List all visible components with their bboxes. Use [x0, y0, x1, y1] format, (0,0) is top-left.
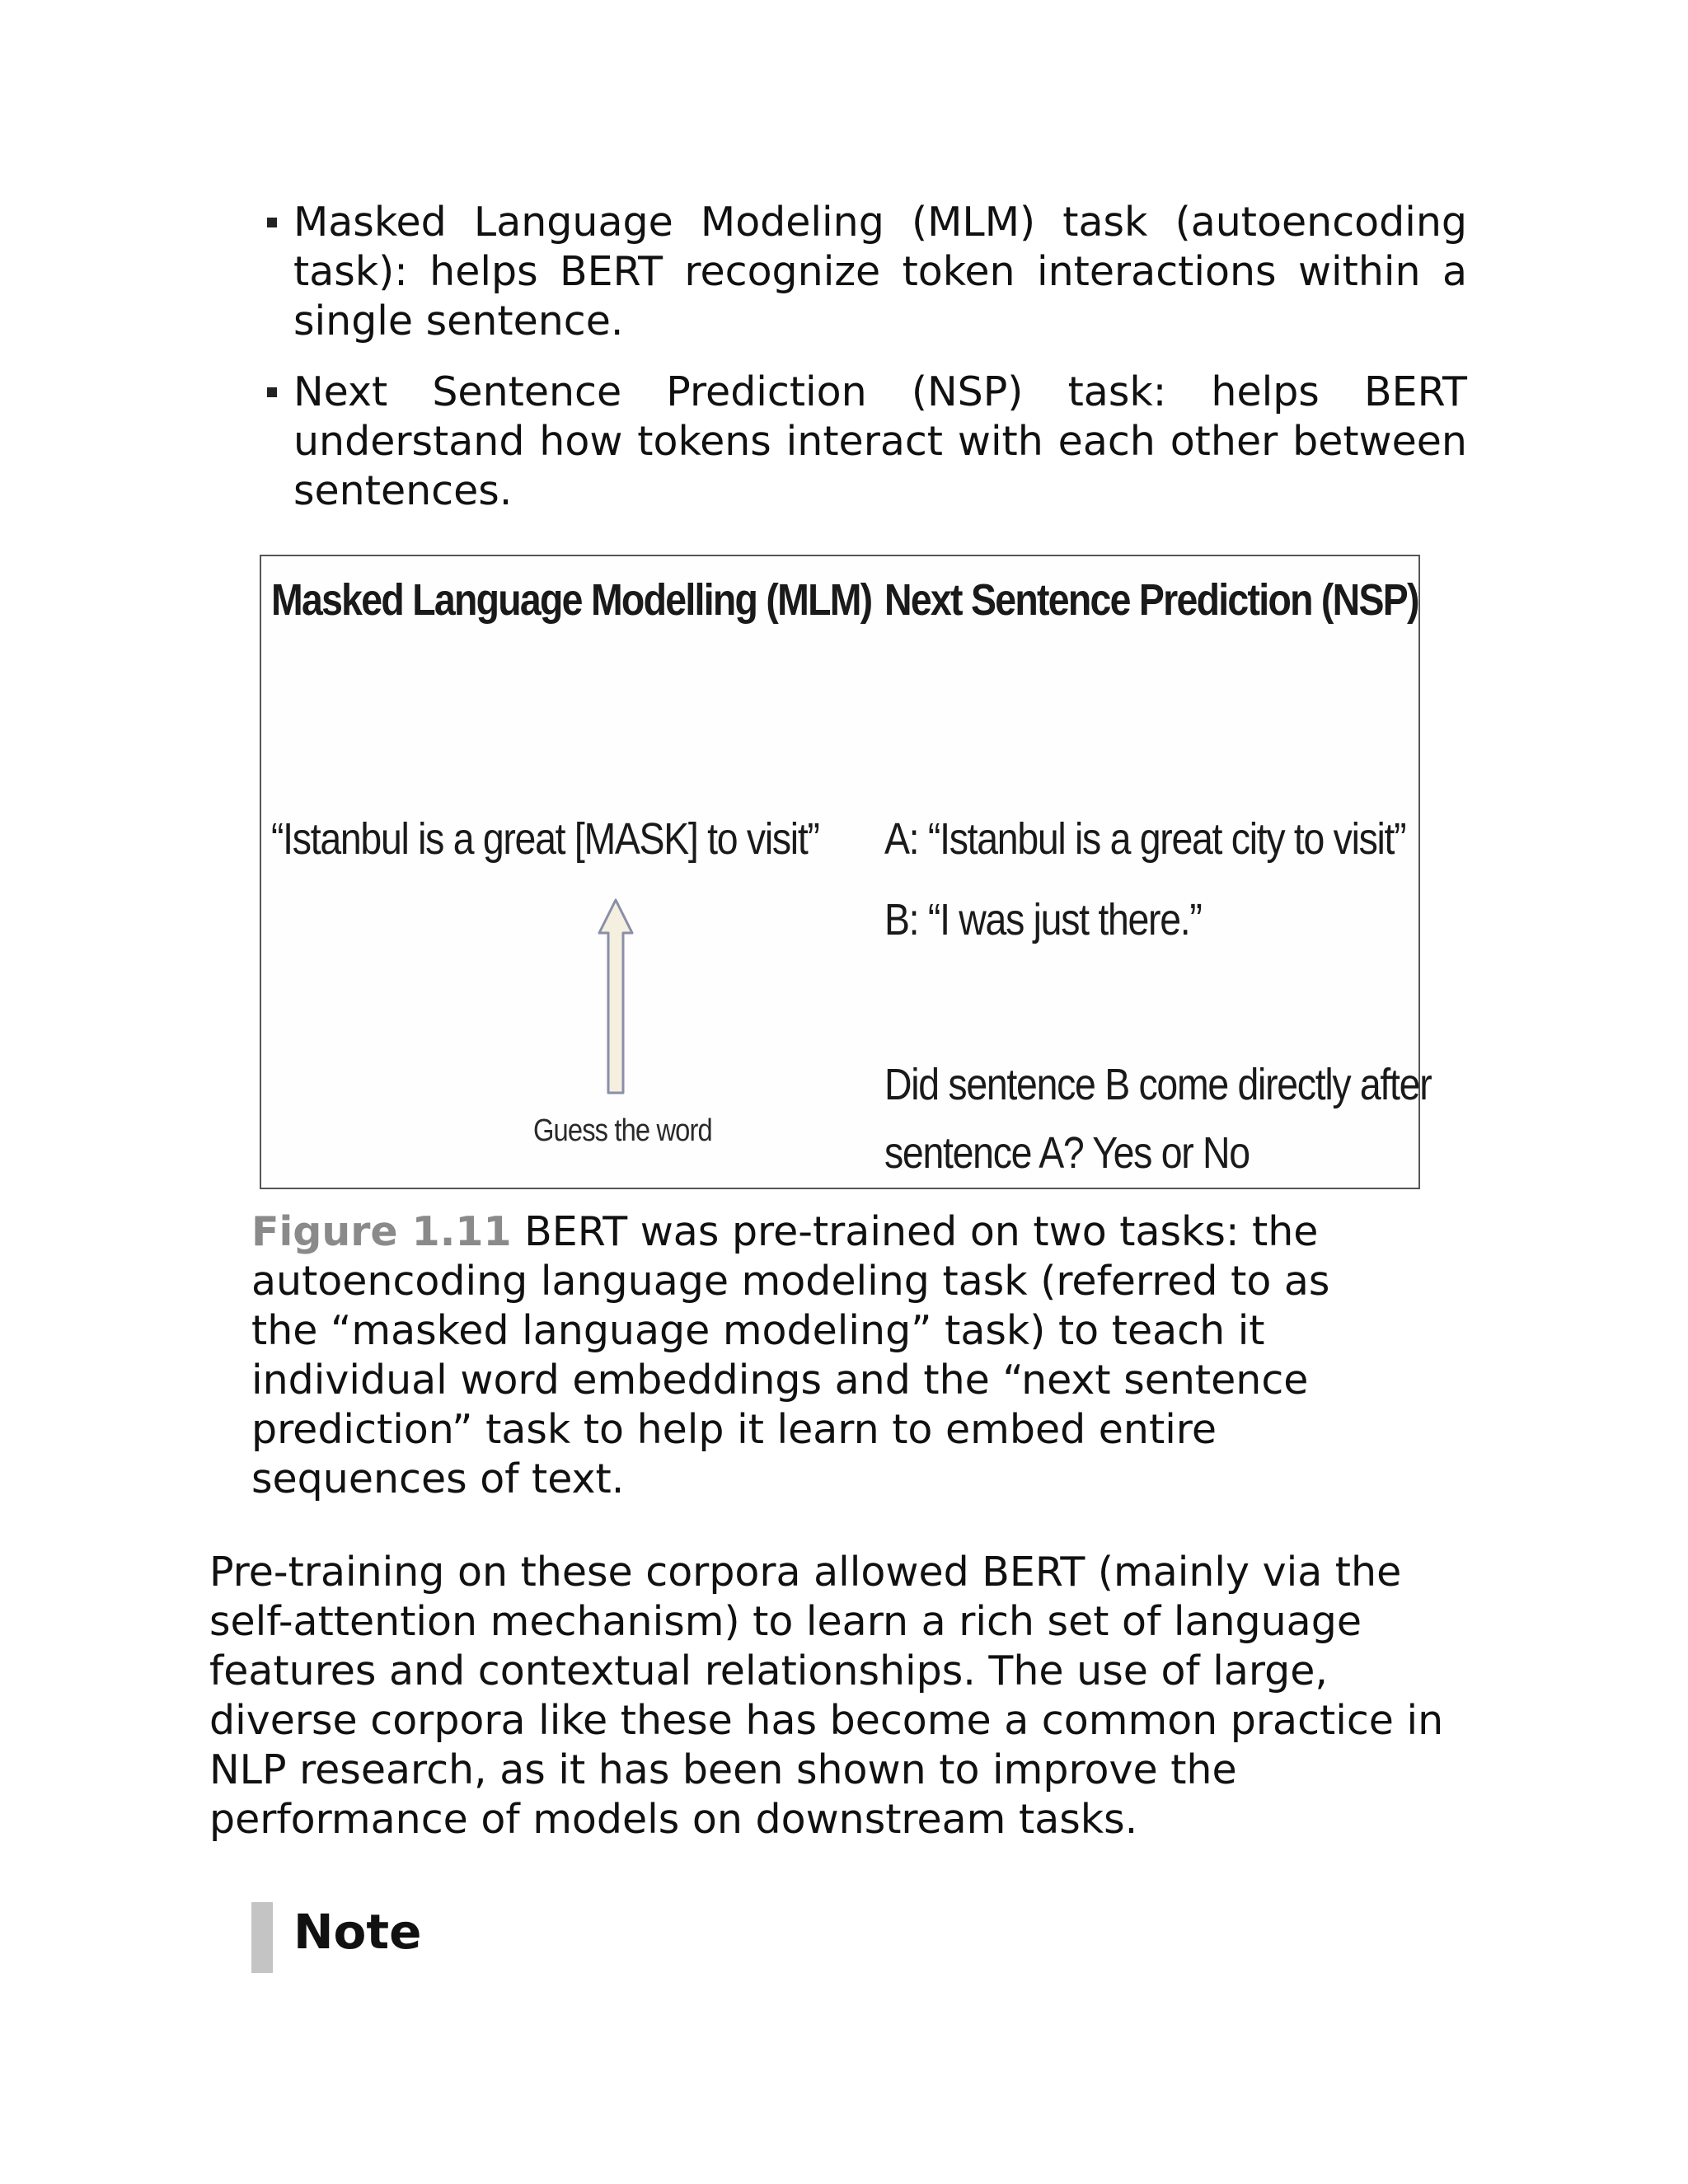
figure-caption	[251, 1207, 1405, 1504]
guess-the-word-label: Guess the word	[533, 1113, 712, 1148]
square-bullet-icon	[267, 218, 277, 227]
bullet-text-nsp: Next Sentence Prediction (NSP) task: helps BERT understand how tokens interact with each other between sentences.	[293, 368, 1467, 514]
caption-text: BERT was pre-trained on two tasks: the autoencoding language modeling task (referred to as the “masked language modeling” task) to teach it individual word embeddings and the “next sentence prediction” task to help it learn to embed entire sequences of text.	[251, 1208, 1330, 1502]
nsp-sentence-b: B: “I was just there.”	[884, 895, 1202, 944]
bullet-list	[264, 198, 1467, 537]
nsp-question-line-1: Did sentence B come directly after	[884, 1060, 1432, 1109]
note-accent-bar	[251, 1902, 273, 1973]
nsp-heading: Next Sentence Prediction (NSP)	[884, 575, 1418, 625]
nsp-sentence-a: A: “Istanbul is a great city to visit”	[884, 814, 1406, 864]
figure-mlm-nsp	[260, 555, 1432, 1189]
note-heading: Note	[293, 1904, 422, 1960]
mlm-heading: Masked Language Modelling (MLM)	[271, 575, 872, 625]
up-arrow-icon	[598, 898, 634, 1096]
bullet-text-mlm: Masked Language Modeling (MLM) task (autoencoding task): helps BERT recognize token interactions within a single sentence.	[293, 199, 1467, 344]
mlm-example-sentence: “Istanbul is a great [MASK] to visit”	[271, 814, 819, 864]
figure-label: Figure 1.11	[251, 1208, 512, 1255]
square-bullet-icon	[267, 387, 277, 397]
bullet-item-mlm	[264, 198, 1467, 346]
bullet-item-nsp	[264, 368, 1467, 516]
body-paragraph: Pre-training on these corpora allowed BERT (mainly via the self-attention mechanism) to learn a rich set of language features and contextual relationships. The use of large, diverse corpora like these has become a common practice in NLP research, as it has been shown to improve the performance of models on downstream tasks.	[209, 1549, 1444, 1843]
nsp-question-line-2: sentence A? Yes or No	[884, 1128, 1250, 1178]
